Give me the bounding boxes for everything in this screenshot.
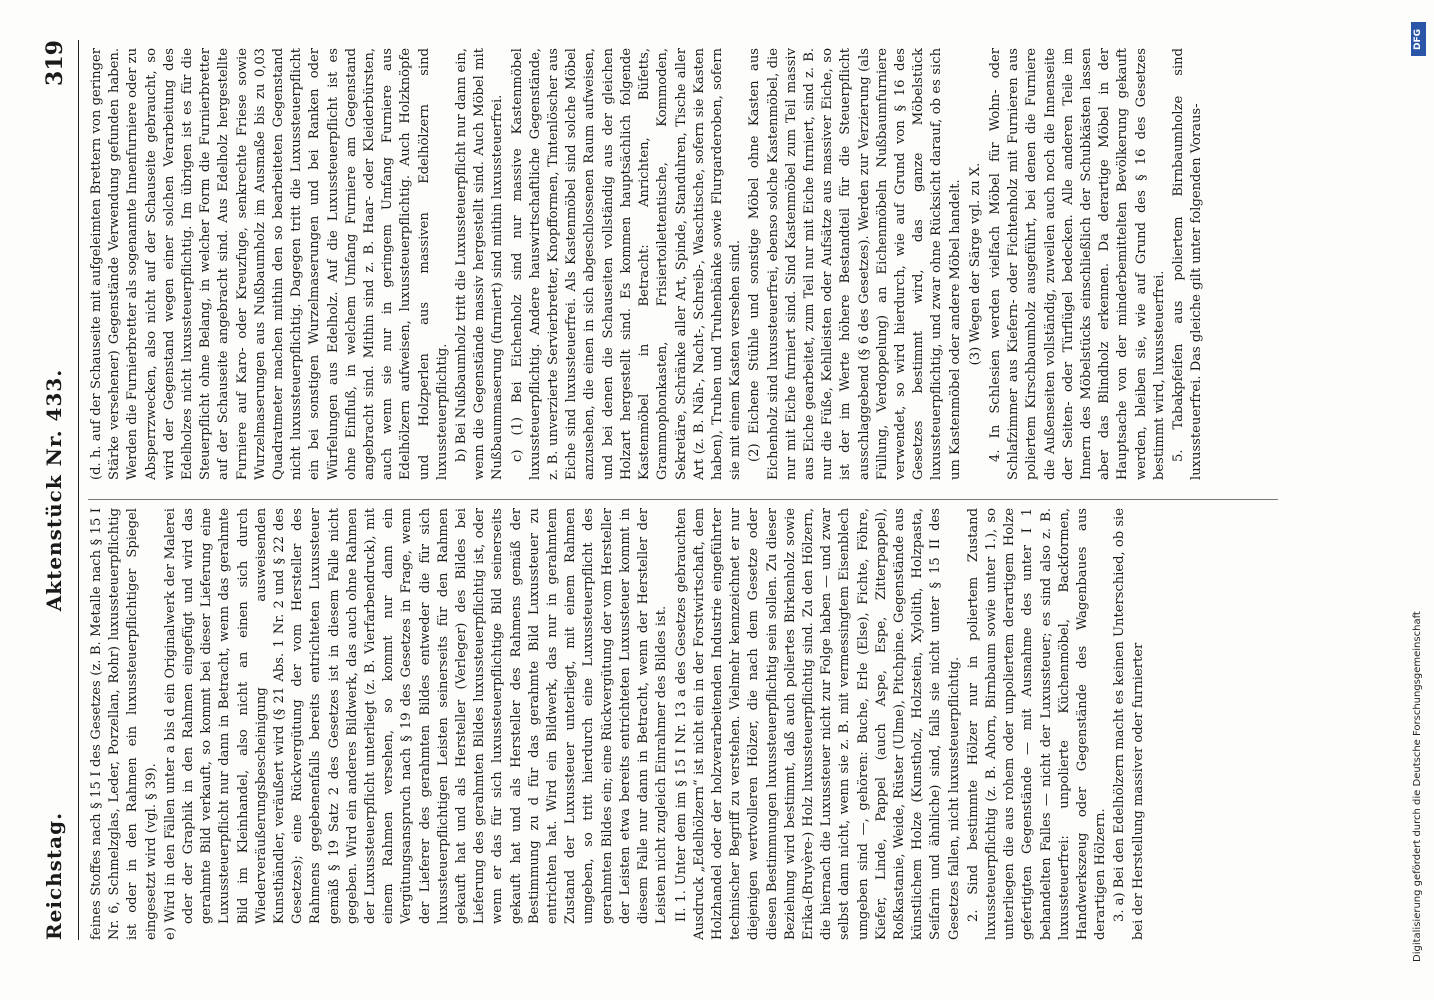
paragraph: 2. Sind bestimmte Hölzer nur in poliertem Zustand luxussteuerpflichtig (z. B. Ahorn, Birnbaum sowie unter 1.), so unterliegen die aus rohem oder unpoliertem derartigem Holze gefertigten Gegenstände — mit Ausnahme des unter I 1 behandelten Falles — nicht der Luxussteuer; es sind also z. B. luxussteuerfrei: unpolierte Küchenmöbel, Backformen, Handwerkszeug oder Gegenstände des Wagenbaues aus derartigen Hölzern.	[965, 508, 1109, 940]
paragraph: (d. h. auf der Schauseite mit aufgeleimten Brettern von geringer Stärke versehener) Gegenstände Verwendung gefunden haben. Werden die Furnierbretter als sogenannte Innenfurniere oder zu Absperrzwecken, also nicht auf der Schauseite gebraucht, so wird der Gegenstand wegen einer solchen Verarbeitung des Edelholzes nicht luxussteuerpflichtig. Im übrigen ist es für die Steuerpflicht ohne Belang, in welcher Form die Furnierbretter auf der Schauseite angebracht sind. Aus Edelholz hergestellte Furniere auf Karo- oder Kreuzfuge, senkrechte Friese sowie Wurzelmaserungen aus Nußbaumholz im Ausmaße bis zu 0,03 Quadratmeter machen mithin den so bearbeiteten Gegenstand nicht luxussteuerpflichtig. Dagegen tritt die Luxussteuerpflicht ein bei sonstigen Wurzelmaserungen und bei Ranken oder Würfelungen aus Edelholz. Auf die Luxussteuerpflicht ist es ohne Einfluß, in welchem Umfang Furniere am Gegenstand angebracht sind. Mithin sind z. B. Haar- oder Kleiderbürsten, auch wenn sie nur in geringem Umfang Furniere aus Edelhölzern aufweisen, luxussteuerpflichtig. Auch Holzknöpfe und Holzperlen aus massiven Edelhölzern sind luxussteuerpflichtig.	[89, 48, 450, 480]
header-title: Aktenstück Nr. 433.	[42, 368, 66, 612]
paragraph: (2) Eichene Stühle und sonstige Möbel ohne Kasten aus Eichenholz sind luxussteuerfrei, ebenso solche Kastenmöbel, die nur mit Eiche furniert sind. Sind Kastenmöbel zum Teil massiv aus Eiche gearbeitet, zum Teil nur mit Eiche furniert, sind z. B. nur die Füße, Kehlleisten oder Aufsätze aus massiver Eiche, so ist der im Werte höhere Bestandteil für die Steuerpflicht ausschlaggebend (§ 6 des Gesetzes). Werden zur Verzierung (als Füllung, Verdoppelung) an Eichenmöbeln Nußbaumfurniere verwendet, so wird hierdurch, wie auf Grund von § 16 des Gesetzes bestimmt wird, das ganze Möbelstück luxussteuerpflichtig, und zwar ohne Rücksicht darauf, ob es sich um Kastenmöbel oder andere Möbel handelt.	[747, 48, 963, 480]
page-number: 319	[42, 40, 68, 86]
paragraph: II. 1. Unter dem im § 15 I Nr. 13 a des Gesetzes gebrauchten Ausdruck „Edelhölzern“ ist nicht ein in der Forstwirtschaft, dem Holzhandel oder der holzverarbeitenden Industrie eingeführter technischer Begriff zu verstehen. Vielmehr kennzeichnet er nur diejenigen wertvolleren Hölzer, die nach dem Gesetze oder diesen Bestimmungen luxussteuerpflichtig sein sollen. Zu dieser Beziehung wird bestimmt, daß auch poliertes Birkenholz sowie Erika-(Bruyère-) Holz luxussteuerpflichtig sind. Zu den Hölzern, die hiernach die Luxussteuer nicht zur Folge haben — und zwar selbst dann nicht, wenn sie z. B. mit vermessingtem Eisenblech umgeben sind —, gehören: Buche, Erle (Else), Fichte, Föhre, Kiefer, Linde, Pappel (auch Aspe, Espe, Zitterpappel), Roßkastanie, Weide, Rüster (Ulme), Pitchpine. Gegenstände aus künstlichem Holze (Kunstholz, Holzstein, Xylolith, Holzpasta, Seifarin und ähnliche) sind, falls sie nicht unter § 15 II des Gesetzes fallen, nicht luxussteuerpflichtig.	[673, 508, 962, 940]
right-text-column	[88, 48, 1288, 480]
dfg-logo: DFG	[1411, 22, 1426, 56]
paragraph: 3. a) Bei den Edelhölzern macht es keinen Unterschied, ob sie bei der Herstellung massiver oder furnierter	[1112, 508, 1146, 940]
header-rule	[78, 40, 79, 940]
paragraph: b) Bei Nußbaumholz tritt die Luxussteuerpflicht nur dann ein, wenn die Gegenstände massiv hergestellt sind. Auch Möbel mit Nußbaummaserung (furniert) sind mithin luxussteuerfrei.	[454, 48, 506, 480]
left-text-column	[88, 508, 1288, 940]
dfg-side-note	[1410, 14, 1428, 986]
page-header	[42, 40, 72, 940]
paragraph: 5. Tabakpfeifen aus poliertem Birnbaumholze sind luxussteuerfrei. Das gleiche gilt unter folgenden Voraus-	[1170, 48, 1205, 480]
paragraph: (3) Wegen der Särge vgl. zu X.	[967, 162, 983, 366]
header-left: Reichstag.	[42, 811, 66, 940]
paragraph: feines Stoffes nach § 15 I des Gesetzes (z. B. Metalle nach § 15 I Nr. 6, Schmelzglas, Leder, Porzellan, Rohr) luxussteuerpflichtig ist oder in den Rahmen ein luxussteuerpflichtiger Spiegel eingesetzt wird (vgl. § 39).	[89, 508, 159, 940]
paragraph: e) Wird in den Fällen unter a bis d ein Originalwerk der Malerei oder der Graphik in den Rahmen eingefügt und wird das gerahmte Bild verkauft, so kommt bei dieser Lieferung eine Luxussteuerpflicht nur dann in Betracht, wenn das gerahmte Bild im Kleinhandel, also nicht an einen sich durch Wiederveräußerungsbescheinigung ausweisenden Kunsthändler, veräußert wird (§ 21 Abs. 1 Nr. 2 und § 22 des Gesetzes); eine Rückvergütung der vom Hersteller des Rahmens gegebenenfalls bereits entrichteten Luxussteuer gemäß § 19 Satz 2 des Gesetzes ist in diesem Falle nicht gegeben. Wird ein anderes Bildwerk, das auch ohne Rahmen der Luxussteuerpflicht unterliegt (z. B. Vierfarbendruck), mit einem Rahmen versehen, so kommt nur dann ein Vergütungsanspruch nach § 19 des Gesetzes in Frage, wenn der Lieferer des gerahmten Bildes entweder die für sich luxussteuerpflichtigen Leisten seinerseits für den Rahmen gekauft hat und als Hersteller (Verleger) des Bildes bei Lieferung des gerahmten Bildes luxussteuerpflichtig ist, oder wenn er das für sich luxussteuerpflichtige Bild seinerseits gekauft hat und als Hersteller des Rahmens gemäß der Bestimmung zu d für das gerahmte Bild Luxussteuer zu entrichten hat. Wird ein Bildwerk, das nur in gerahmtem Zustand der Luxussteuer unterliegt, mit einem Rahmen umgeben, so tritt hierdurch eine Luxussteuerpflicht des gerahmten Bildes ein; eine Rückvergütung der vom Hersteller der Leisten etwa bereits entrichteten Luxussteuer kommt in diesem Falle nur dann in Betracht, wenn der Hersteller der Leisten nicht zugleich Einrahmer des Bildes ist.	[162, 508, 670, 940]
dfg-funding-note: Digitalisierung gefördert durch die Deutsche Forschungsgemeinschaft	[1412, 611, 1423, 962]
paragraph: c) (1) Bei Eichenholz sind nur massive Kastenmöbel luxussteuerpflichtig. Andere hauswirtschaftliche Gegenstände, z. B. unverzierte Servierbretter, Knopfformen, Tintenlöscher aus Eiche sind luxussteuerfrei. Als Kastenmöbel sind solche Möbel anzusehen, die einen in sich abgeschlossenen Raum aufweisen, und bei denen die Schauseiten vollständig aus der gleichen Holzart hergestellt sind. Es kommen hauptsächlich folgende Kastenmöbel in Betracht: Anrichten, Büfetts, Grammophonkasten, Frisiertoilettentische, Kommoden, Sekretäre, Schränke aller Art, Spinde, Standuhren, Tische aller Art (z. B. Näh-, Nacht-, Schreib-, Waschtische, sofern sie Kasten haben), Truhen und Truhenbänke sowie Flurgarderoben, sofern sie mit einem Kasten versehen sind.	[509, 48, 744, 480]
paragraph: 4. In Schlesien werden vielfach Möbel für Wohn- oder Schlafzimmer aus Kiefern- oder Fichtenholz mit Furnieren aus poliertem Kirschbaumholz ausgeführt, bei denen die Furniere die Außenseiten vollständig, zuweilen auch noch die Innenseite der Seiten- oder Türflügel bedecken. Alle anderen Teile im Innern des Möbelstücks einschließlich der Schubkästen lassen aber das Blindholz erkennen. Da derartige Möbel in der Hauptsache von der minderbemittelten Bevölkerung gekauft werden, bleiben sie, wie auf Grund des § 16 des Gesetzes bestimmt wird, luxussteuerfrei.	[987, 48, 1167, 480]
column-divider	[88, 499, 1278, 500]
